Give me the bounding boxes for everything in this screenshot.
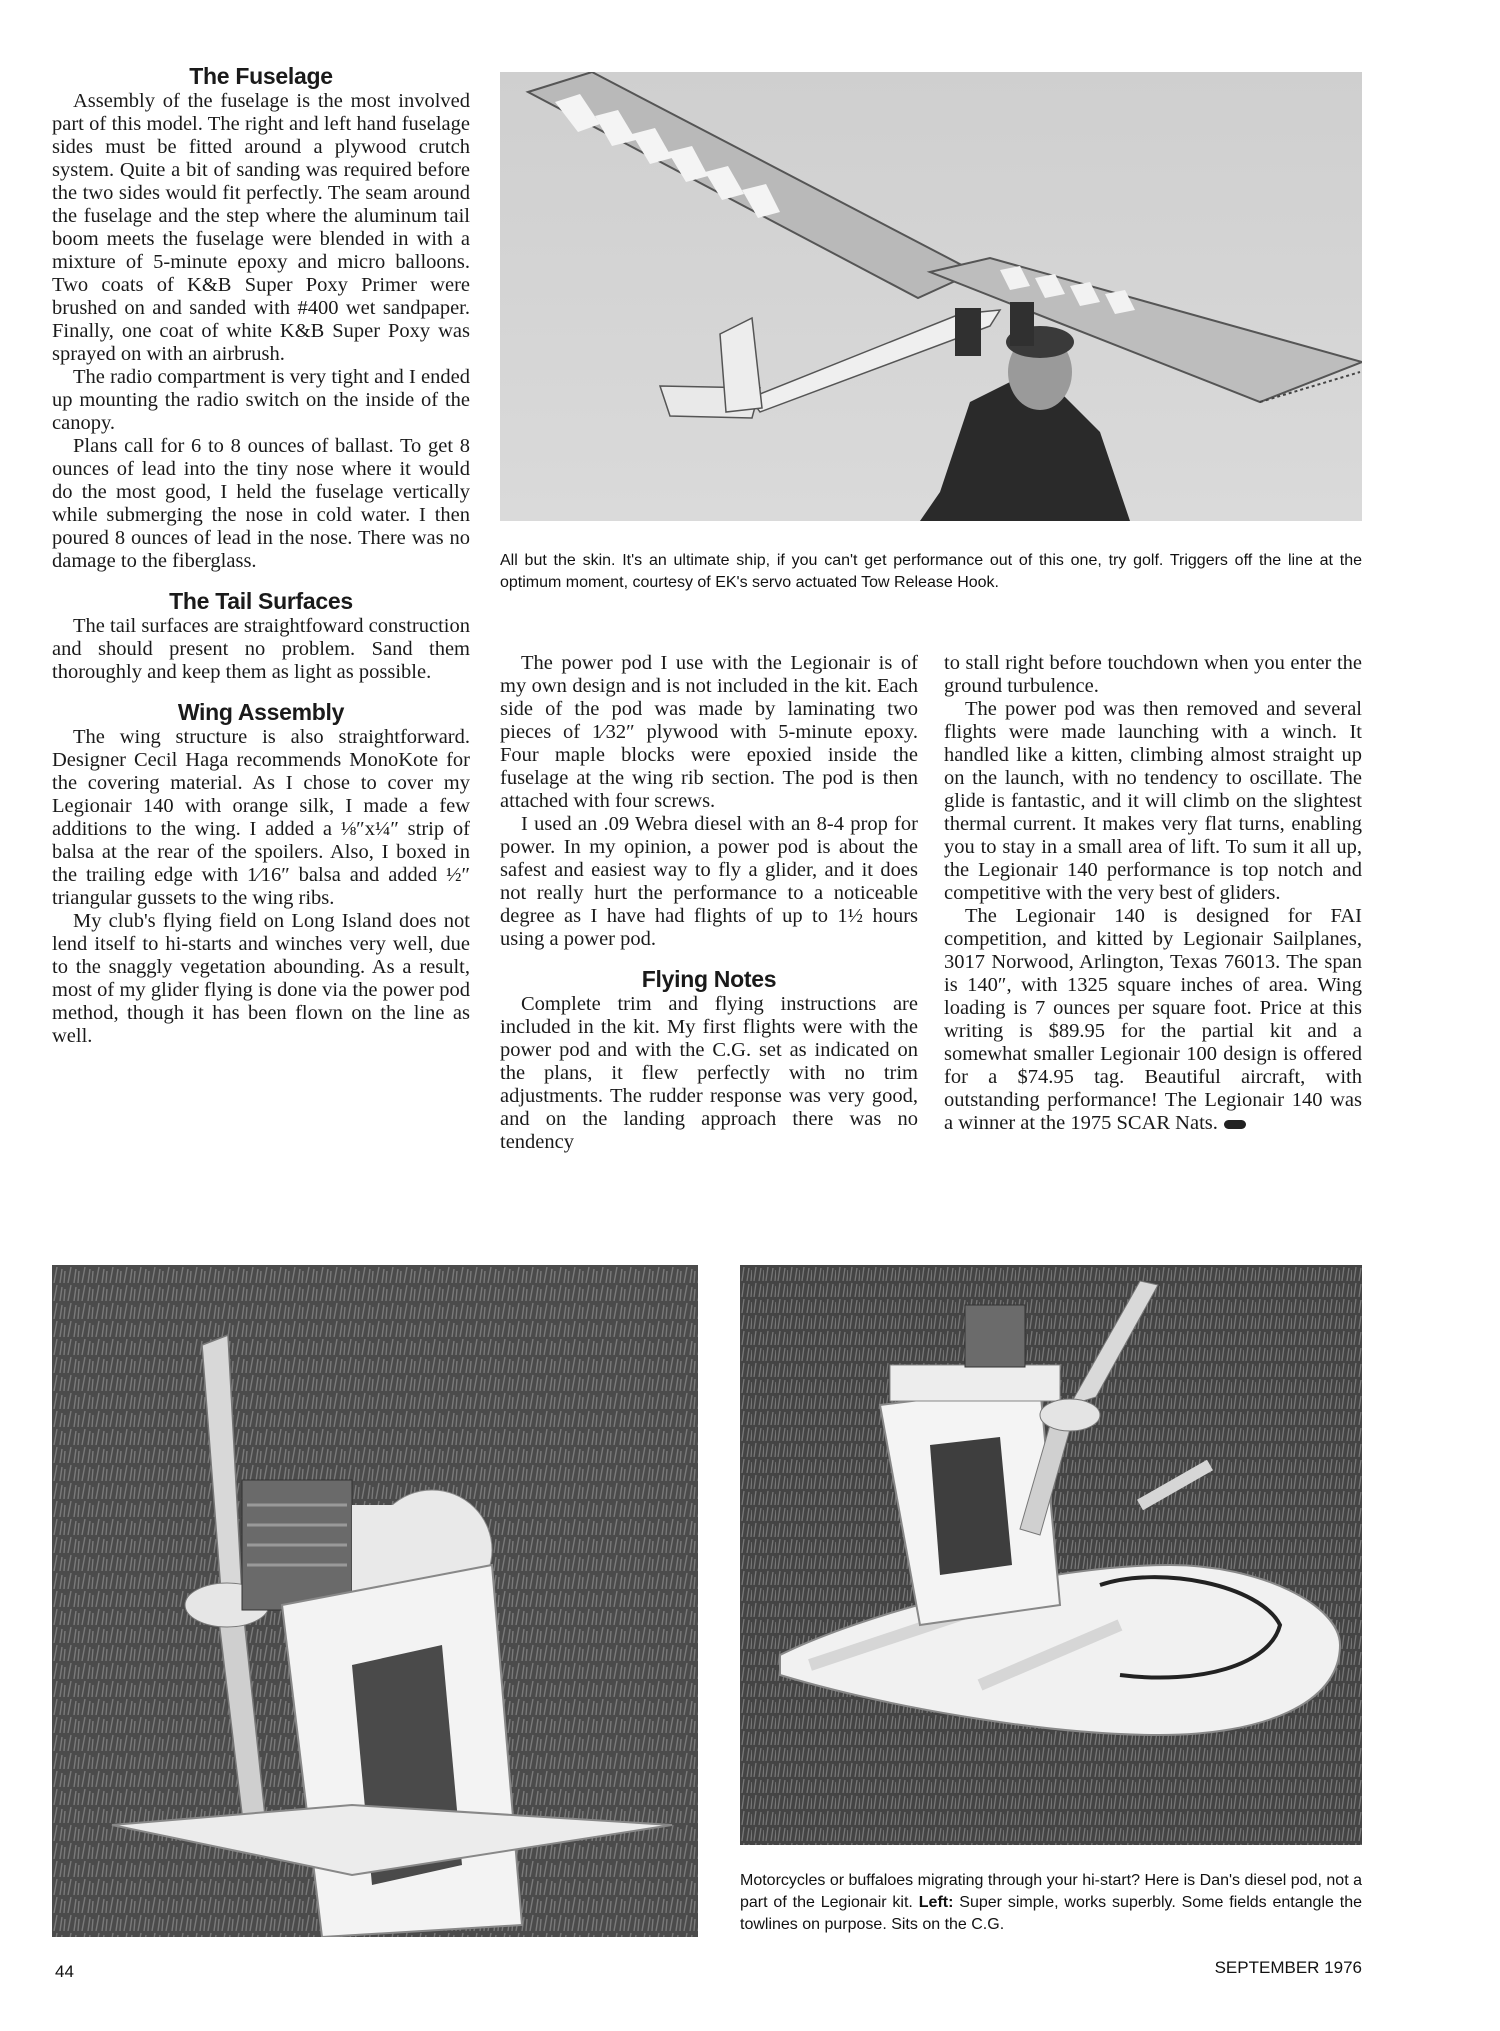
column-1	[52, 62, 470, 1048]
caption-bottom-text-a: Motorcycles or buffaloes migrating through your hi-start? Here is Dan's diesel pod, not a part of the Legionair kit.	[740, 1872, 1362, 1911]
paragraph: My club's flying field on Long Island does not lend itself to hi-starts and winches very well, due to the snaggly vegetation abounding. As a result, most of my glider flying is done via the power pod method, though it has been flown on the line as well.	[52, 910, 470, 1047]
caption-top: All but the skin. It's an ultimate ship, if you can't get performance out of this one, try golf. Triggers off the line at the optimum moment, courtesy of EK's servo actuated Tow Release Hook.	[500, 552, 1362, 591]
issue-date: SEPTEMBER 1976	[1214, 1958, 1362, 1977]
paragraph: I used an .09 Webra diesel with an 8-4 prop for power. In my opinion, a power pod is about the safest and easiest way to fly a glider, and it does not really hurt the performance to a noticeable degree as I have had flights of up to 1½ hours using a power pod.	[500, 813, 918, 950]
photo-glider-launch	[500, 72, 1362, 521]
photo-power-pod-left	[52, 1265, 698, 1937]
paragraph: Assembly of the fuselage is the most involved part of this model. The right and left hand fuselage sides must be fitted around a plywood crutch system. Quite a bit of sanding was required before the two sides would fit perfectly. The seam around the fuselage and the step where the aluminum tail boom meets the fuselage were blended in with a mixture of 5-minute epoxy and micro balloons. Two coats of K&B Super Poxy Primer were brushed on and sanded with #400 wet sandpaper. Finally, one coat of white K&B Super Poxy was sprayed on with an airbrush.	[52, 90, 470, 365]
end-mark-icon	[1224, 1120, 1246, 1129]
caption-bottom	[740, 1870, 1362, 1936]
heading-flying-notes: Flying Notes	[641, 966, 777, 992]
heading-fuselage: The Fuselage	[189, 63, 333, 89]
column-2	[500, 652, 918, 1154]
paragraph: The radio compartment is very tight and I ended up mounting the radio switch on the inside of the canopy.	[52, 366, 470, 434]
paragraph: The power pod was then removed and several flights were made launching with a winch. It handled like a kitten, climbing almost straight up on the launch, with no tendency to oscillate. The glide is fantastic, and it will climb on the slightest thermal current. It makes very flat turns, enabling you to stay in a small area of lift. To sum it all up, the Legionair 140 performance is top notch and competitive with the very best of gliders.	[944, 698, 1362, 904]
photo-power-pod-right	[740, 1265, 1362, 1845]
paragraph: Complete trim and flying instructions are included in the kit. My first flights were with the power pod and with the C.G. set as indicated on the plans, it flew perfectly with no trim adjustments. The rudder response was very good, and on the landing approach there was no tendency	[500, 993, 918, 1153]
heading-tail-surfaces: The Tail Surfaces	[169, 588, 353, 614]
paragraph: The tail surfaces are straightfoward construction and should present no problem. Sand them thoroughly and keep them as light as possible.	[52, 615, 470, 683]
caption-bottom-label-left: Left:	[918, 1894, 954, 1911]
caption-bottom-text-b: Super simple, works superbly. Some fields entangle the towlines on purpose. Sits on the C.G.	[740, 1894, 1363, 1933]
heading-wing-assembly: Wing Assembly	[177, 699, 345, 725]
paragraph-text: The Legionair 140 is designed for FAI competition, and kitted by Legionair Sailplanes, 3017 Norwood, Arlington, Texas 76013. The span is 140″, with 1325 square inches of area. Wing loading is 7 ounces per square foot. Price at this writing is $89.95 for the partial kit and a somewhat smaller Legionair 100 design is offered for a $74.95 tag. Beautiful aircraft, with outstanding performance! The Legionair 140 was a winner at the 1975 SCAR Nats.	[944, 905, 1362, 1134]
paragraph: to stall right before touchdown when you enter the ground turbulence.	[944, 652, 1362, 697]
paragraph: The wing structure is also straightforward. Designer Cecil Haga recommends MonoKote for the covering material. As I chose to cover my Legionair 140 with orange silk, I made a few additions to the wing. I added a ⅛″x¼″ strip of balsa at the rear of the spoilers. Also, I boxed in the trailing edge with 1⁄16″ balsa and added ½″ triangular gussets to the wing ribs.	[52, 726, 470, 909]
page-number: 44	[55, 1962, 74, 1981]
paragraph: The power pod I use with the Legionair is of my own design and is not included in the kit. Each side of the pod was made by laminating two pieces of 1⁄32″ plywood with 5-minute epoxy. Four maple blocks were epoxied inside the fuselage at the wing rib section. The pod is then attached with four screws.	[500, 652, 918, 812]
paragraph: Plans call for 6 to 8 ounces of ballast. To get 8 ounces of lead into the tiny nose where it would do the most good, I held the fuselage vertically while submerging the nose in cold water. I then poured 8 ounces of lead in the nose. There was no damage to the fiberglass.	[52, 435, 470, 572]
column-3	[944, 652, 1362, 1135]
paragraph-final	[944, 905, 1362, 1135]
